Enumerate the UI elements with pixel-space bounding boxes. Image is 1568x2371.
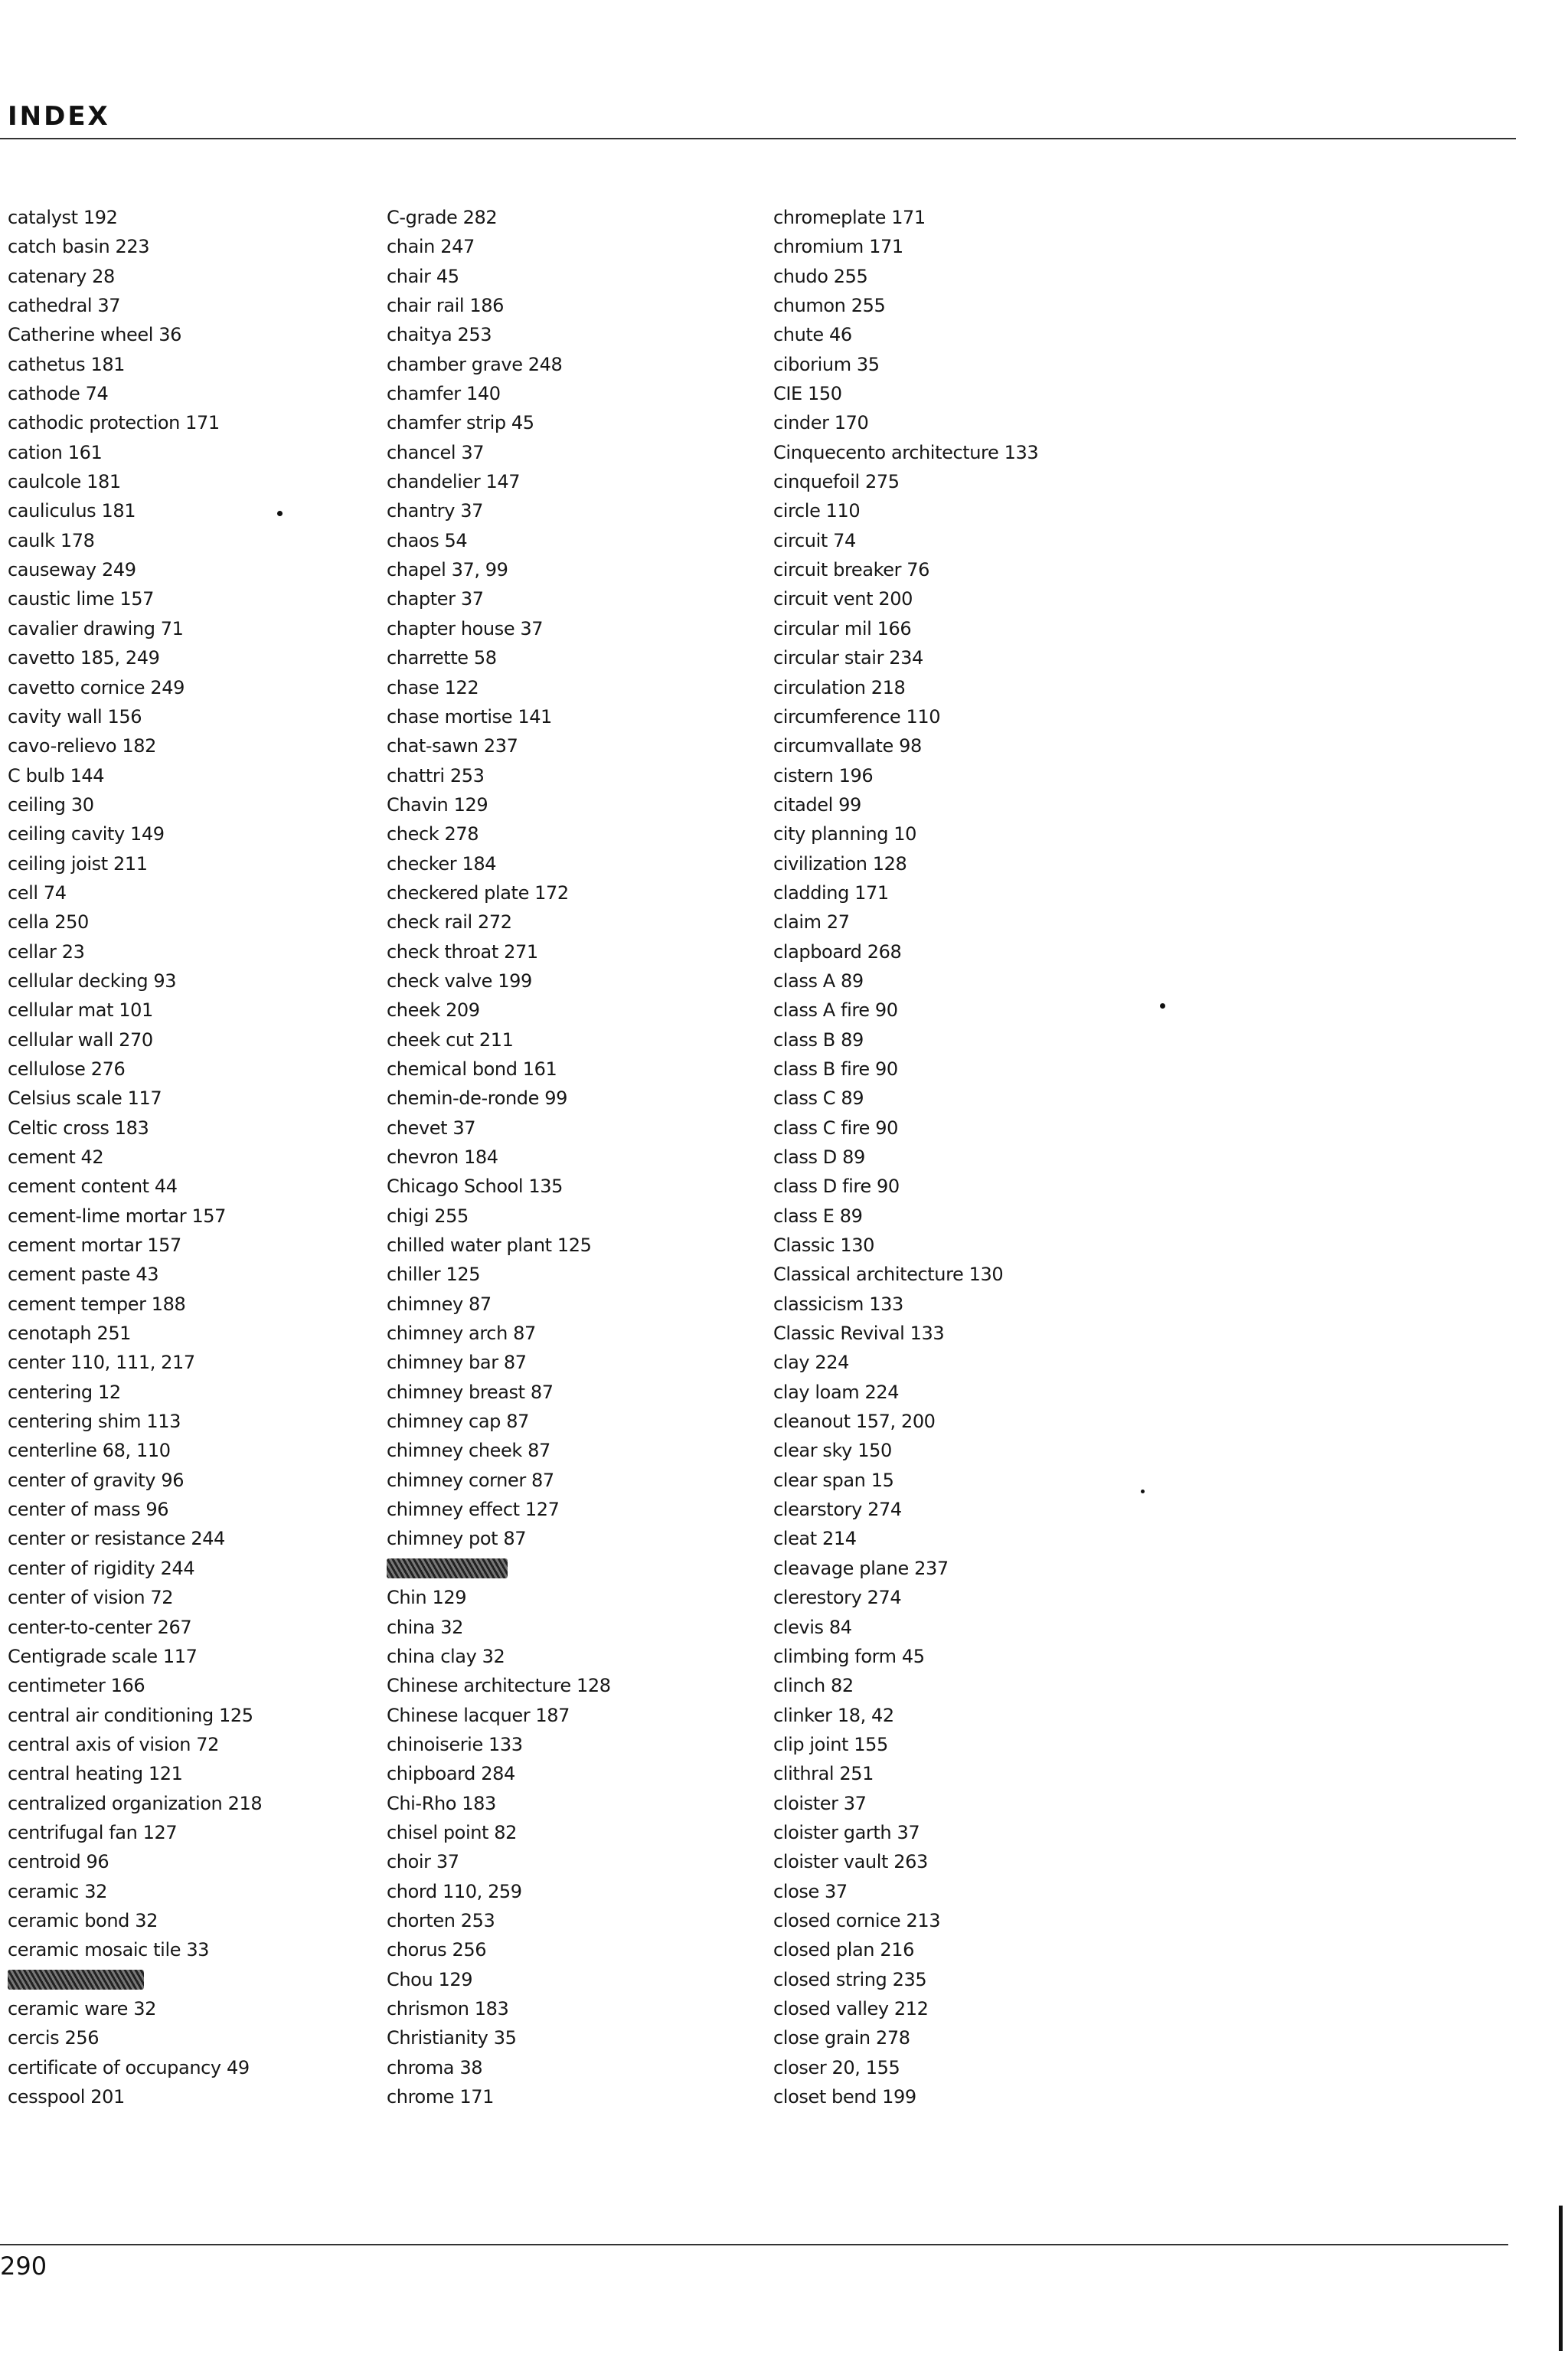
- index-entry: cleavage plane 237: [773, 1557, 949, 1579]
- ink-smudge: [387, 1558, 508, 1578]
- index-entry: check rail 272: [387, 911, 512, 934]
- page-number: 290: [0, 2252, 47, 2281]
- index-entry: caulk 178: [8, 529, 95, 551]
- index-entry: chattri 253: [387, 764, 485, 787]
- index-entry: ceiling cavity 149: [8, 823, 165, 845]
- index-entry: clear span 15: [773, 1469, 894, 1491]
- index-entry: checkered plate 172: [387, 881, 569, 904]
- index-entry: chrome 171: [387, 2086, 495, 2108]
- index-entry: ceiling 30: [8, 793, 94, 816]
- index-entry: choir 37: [387, 1851, 459, 1873]
- index-entry: Celtic cross 183: [8, 1117, 149, 1139]
- index-entry: cloister garth 37: [773, 1821, 920, 1843]
- index-entry: cement mortar 157: [8, 1235, 181, 1257]
- index-entry: chamfer 140: [387, 383, 501, 405]
- index-entry: cellar 23: [8, 940, 85, 963]
- index-entry: chantry 37: [387, 500, 483, 522]
- index-entry: cellular decking 93: [8, 970, 177, 992]
- index-entry: clapboard 268: [773, 940, 902, 963]
- index-entry: cell 74: [8, 881, 67, 904]
- index-entry: claim 27: [773, 911, 850, 934]
- index-entry: Chinese lacquer 187: [387, 1704, 570, 1726]
- stray-mark: [1160, 1003, 1165, 1009]
- index-entry: centralized organization 218: [8, 1792, 263, 1814]
- index-entry: chromium 171: [773, 236, 903, 258]
- index-entry: ciborium 35: [773, 353, 880, 375]
- index-entry: caulcole 181: [8, 471, 121, 493]
- index-entry: cloister vault 263: [773, 1851, 928, 1873]
- index-entry: china clay 32: [387, 1645, 505, 1667]
- index-entry: closed plan 216: [773, 1939, 914, 1961]
- index-entry: centering 12: [8, 1381, 121, 1403]
- index-entry: close 37: [773, 1880, 848, 1902]
- index-entry: clear sky 150: [773, 1440, 892, 1462]
- index-entry: cellular wall 270: [8, 1029, 153, 1051]
- index-entry: clinch 82: [773, 1675, 854, 1697]
- index-entry: classicism 133: [773, 1293, 903, 1315]
- smudged-entry: [387, 1554, 769, 1583]
- index-entry: cladding 171: [773, 881, 889, 904]
- index-entry: ceramic bond 32: [8, 1909, 158, 1931]
- index-entry: Catherine wheel 36: [8, 324, 181, 346]
- index-entry: closer 20, 155: [773, 2056, 900, 2078]
- index-entry: Classical architecture 130: [773, 1264, 1004, 1286]
- index-entry: ceramic mosaic tile 33: [8, 1939, 210, 1961]
- index-entry: chroma 38: [387, 2056, 483, 2078]
- index-entry: chigi 255: [387, 1205, 469, 1227]
- index-entry: central axis of vision 72: [8, 1733, 220, 1755]
- index-entry: cesspool 201: [8, 2086, 125, 2108]
- index-entry: centerline 68, 110: [8, 1440, 171, 1462]
- index-entry: class D fire 90: [773, 1176, 900, 1198]
- index-entry: chapter house 37: [387, 617, 544, 639]
- index-entry: cathode 74: [8, 383, 109, 405]
- index-entry: circuit 74: [773, 529, 856, 551]
- index-entry: chipboard 284: [387, 1763, 515, 1785]
- index-entry: cauliculus 181: [8, 500, 136, 522]
- index-entry: chamber grave 248: [387, 353, 563, 375]
- index-entry: cleanout 157, 200: [773, 1411, 936, 1433]
- index-entry: cercis 256: [8, 2027, 100, 2049]
- index-entry: C-grade 282: [387, 207, 498, 228]
- index-entry: clerestory 274: [773, 1587, 902, 1609]
- index-entry: cement-lime mortar 157: [8, 1205, 227, 1227]
- index-entry: Chou 129: [387, 1968, 473, 1990]
- index-entry: class A fire 90: [773, 999, 898, 1022]
- index-entry: chimney 87: [387, 1293, 492, 1315]
- index-entry: chromeplate 171: [773, 207, 926, 228]
- index-entry: Centigrade scale 117: [8, 1645, 198, 1667]
- index-entry: centroid 96: [8, 1851, 109, 1873]
- index-entry: Classic Revival 133: [773, 1323, 945, 1345]
- index-entry: chimney corner 87: [387, 1469, 554, 1491]
- index-entry: cleat 214: [773, 1528, 857, 1550]
- index-entry: chandelier 147: [387, 471, 521, 493]
- index-entry: class A 89: [773, 970, 864, 992]
- index-entry: cellulose 276: [8, 1058, 126, 1080]
- index-entry: centering shim 113: [8, 1411, 181, 1433]
- index-column-2: [387, 203, 769, 2111]
- index-entry: chimney arch 87: [387, 1323, 536, 1345]
- index-entry: chimney cap 87: [387, 1411, 529, 1433]
- index-entry: Celsius scale 117: [8, 1087, 162, 1110]
- index-entry: chilled water plant 125: [387, 1235, 592, 1257]
- index-entry: catenary 28: [8, 265, 115, 287]
- index-entry: check 278: [387, 823, 479, 845]
- index-entry: climbing form 45: [773, 1645, 925, 1667]
- index-entry: chute 46: [773, 324, 852, 346]
- index-entry: chevron 184: [387, 1146, 498, 1168]
- scan-edge-mark: [1559, 2206, 1563, 2351]
- index-entry: clearstory 274: [773, 1499, 902, 1521]
- smudged-entry: [8, 1965, 383, 1994]
- index-entry: class D 89: [773, 1146, 865, 1168]
- index-entry: clevis 84: [773, 1616, 852, 1638]
- index-entry: chase mortise 141: [387, 705, 552, 728]
- index-entry: center of vision 72: [8, 1587, 174, 1609]
- index-entry: circulation 218: [773, 676, 906, 698]
- index-entry: cloister 37: [773, 1792, 867, 1814]
- index-entry: cement content 44: [8, 1176, 178, 1198]
- index-entry: chorten 253: [387, 1909, 495, 1931]
- index-entry: cistern 196: [773, 764, 874, 787]
- index-entry: central air conditioning 125: [8, 1704, 253, 1726]
- stray-mark: [277, 511, 283, 516]
- index-entry: clay loam 224: [773, 1381, 900, 1403]
- index-entry: closed valley 212: [773, 1997, 929, 2019]
- index-entry: chinoiserie 133: [387, 1733, 523, 1755]
- index-entry: certificate of occupancy 49: [8, 2056, 250, 2078]
- index-entry: cathetus 181: [8, 353, 126, 375]
- index-entry: chaos 54: [387, 529, 468, 551]
- index-entry: closed cornice 213: [773, 1909, 941, 1931]
- index-entry: circuit breaker 76: [773, 559, 930, 581]
- index-entry: ceiling joist 211: [8, 852, 148, 875]
- index-entry: chat-sawn 237: [387, 735, 518, 757]
- index-entry: clithral 251: [773, 1763, 874, 1785]
- index-entry: chancel 37: [387, 441, 485, 463]
- index-entry: cavetto 185, 249: [8, 647, 160, 669]
- index-entry: chaitya 253: [387, 324, 492, 346]
- index-entry: center or resistance 244: [8, 1528, 225, 1550]
- index-entry: check valve 199: [387, 970, 532, 992]
- index-entry: chemical bond 161: [387, 1058, 557, 1080]
- index-entry: chain 247: [387, 236, 475, 258]
- index-entry: city planning 10: [773, 823, 917, 845]
- index-entry: chapel 37, 99: [387, 559, 508, 581]
- index-entry: circumvallate 98: [773, 735, 922, 757]
- index-entry: cinder 170: [773, 412, 869, 434]
- index-entry: CIE 150: [773, 383, 842, 405]
- index-entry: catch basin 223: [8, 236, 150, 258]
- index-entry: Chin 129: [387, 1587, 467, 1609]
- index-entry: chair rail 186: [387, 295, 505, 317]
- index-entry: cathodic protection 171: [8, 412, 220, 434]
- index-entry: centrifugal fan 127: [8, 1821, 178, 1843]
- index-entry: civilization 128: [773, 852, 907, 875]
- index-entry: close grain 278: [773, 2027, 910, 2049]
- index-entry: circle 110: [773, 500, 861, 522]
- index-entry: cenotaph 251: [8, 1323, 132, 1345]
- index-entry: chevet 37: [387, 1117, 476, 1139]
- index-entry: chorus 256: [387, 1939, 487, 1961]
- index-entry: cavetto cornice 249: [8, 676, 185, 698]
- index-entry: center-to-center 267: [8, 1616, 192, 1638]
- index-entry: center 110, 111, 217: [8, 1352, 195, 1374]
- index-entry: circular stair 234: [773, 647, 923, 669]
- index-entry: chudo 255: [773, 265, 868, 287]
- index-entry: cheek 209: [387, 999, 480, 1022]
- index-entry: center of gravity 96: [8, 1469, 185, 1491]
- index-entry: class B fire 90: [773, 1058, 898, 1080]
- index-entry: Chi-Rho 183: [387, 1792, 496, 1814]
- index-entry: central heating 121: [8, 1763, 183, 1785]
- index-entry: Christianity 35: [387, 2027, 517, 2049]
- index-entry: chase 122: [387, 676, 479, 698]
- index-entry: ceramic 32: [8, 1880, 107, 1902]
- index-entry: circuit vent 200: [773, 588, 913, 610]
- index-entry: cellular mat 101: [8, 999, 153, 1022]
- index-entry: class C 89: [773, 1087, 864, 1110]
- index-entry: chamfer strip 45: [387, 412, 534, 434]
- index-entry: cavity wall 156: [8, 705, 142, 728]
- index-entry: cement paste 43: [8, 1264, 159, 1286]
- index-entry: china 32: [387, 1616, 463, 1638]
- index-entry: chemin-de-ronde 99: [387, 1087, 567, 1110]
- index-entry: cement temper 188: [8, 1293, 186, 1315]
- index-entry: caustic lime 157: [8, 588, 155, 610]
- index-entry: class C fire 90: [773, 1117, 898, 1139]
- index-entry: centimeter 166: [8, 1675, 145, 1697]
- index-column-3: [773, 203, 1202, 2111]
- index-entry: chiller 125: [387, 1264, 481, 1286]
- index-entry: cheek cut 211: [387, 1029, 514, 1051]
- index-entry: cella 250: [8, 911, 89, 934]
- index-entry: check throat 271: [387, 940, 538, 963]
- index-entry: cavo-relievo 182: [8, 735, 157, 757]
- index-entry: Chicago School 135: [387, 1176, 563, 1198]
- index-entry: center of mass 96: [8, 1499, 169, 1521]
- index-entry: Cinquecento architecture 133: [773, 441, 1039, 463]
- index-entry: cavalier drawing 71: [8, 617, 184, 639]
- header-rule: [0, 138, 1516, 139]
- index-entry: cation 161: [8, 441, 103, 463]
- footer-rule: [0, 2244, 1508, 2245]
- page-title: INDEX: [8, 101, 110, 132]
- index-entry: chimney bar 87: [387, 1352, 527, 1374]
- index-entry: chimney cheek 87: [387, 1440, 550, 1462]
- index-entry: C bulb 144: [8, 764, 105, 787]
- index-entry: chimney effect 127: [387, 1499, 560, 1521]
- index-entry: closet bend 199: [773, 2086, 916, 2108]
- stray-mark: [1141, 1490, 1145, 1493]
- index-entry: catalyst 192: [8, 207, 118, 228]
- index-entry: circumference 110: [773, 705, 941, 728]
- index-column-1: [8, 203, 383, 2111]
- index-entry: chimney breast 87: [387, 1381, 554, 1403]
- index-entry: Chinese architecture 128: [387, 1675, 611, 1697]
- index-entry: clay 224: [773, 1352, 850, 1374]
- index-entry: class E 89: [773, 1205, 863, 1227]
- index-entry: cathedral 37: [8, 295, 121, 317]
- index-entry: chair 45: [387, 265, 459, 287]
- index-entry: cement 42: [8, 1146, 104, 1168]
- index-entry: circular mil 166: [773, 617, 912, 639]
- index-entry: closed string 235: [773, 1968, 927, 1990]
- index-entry: clinker 18, 42: [773, 1704, 894, 1726]
- index-entry: ceramic ware 32: [8, 1997, 157, 2019]
- index-entry: cinquefoil 275: [773, 471, 900, 493]
- index-entry: chord 110, 259: [387, 1880, 522, 1902]
- index-entry: Chavin 129: [387, 793, 488, 816]
- index-entry: chapter 37: [387, 588, 484, 610]
- index-entry: charrette 58: [387, 647, 497, 669]
- index-entry: checker 184: [387, 852, 497, 875]
- index-entry: chisel point 82: [387, 1821, 518, 1843]
- index-entry: class B 89: [773, 1029, 864, 1051]
- index-entry: citadel 99: [773, 793, 861, 816]
- ink-smudge: [8, 1970, 144, 1990]
- index-entry: chimney pot 87: [387, 1528, 527, 1550]
- index-entry: clip joint 155: [773, 1733, 888, 1755]
- index-entry: causeway 249: [8, 559, 136, 581]
- index-entry: chumon 255: [773, 295, 886, 317]
- index-entry: Classic 130: [773, 1235, 875, 1257]
- index-entry: chrismon 183: [387, 1997, 509, 2019]
- index-entry: center of rigidity 244: [8, 1557, 195, 1579]
